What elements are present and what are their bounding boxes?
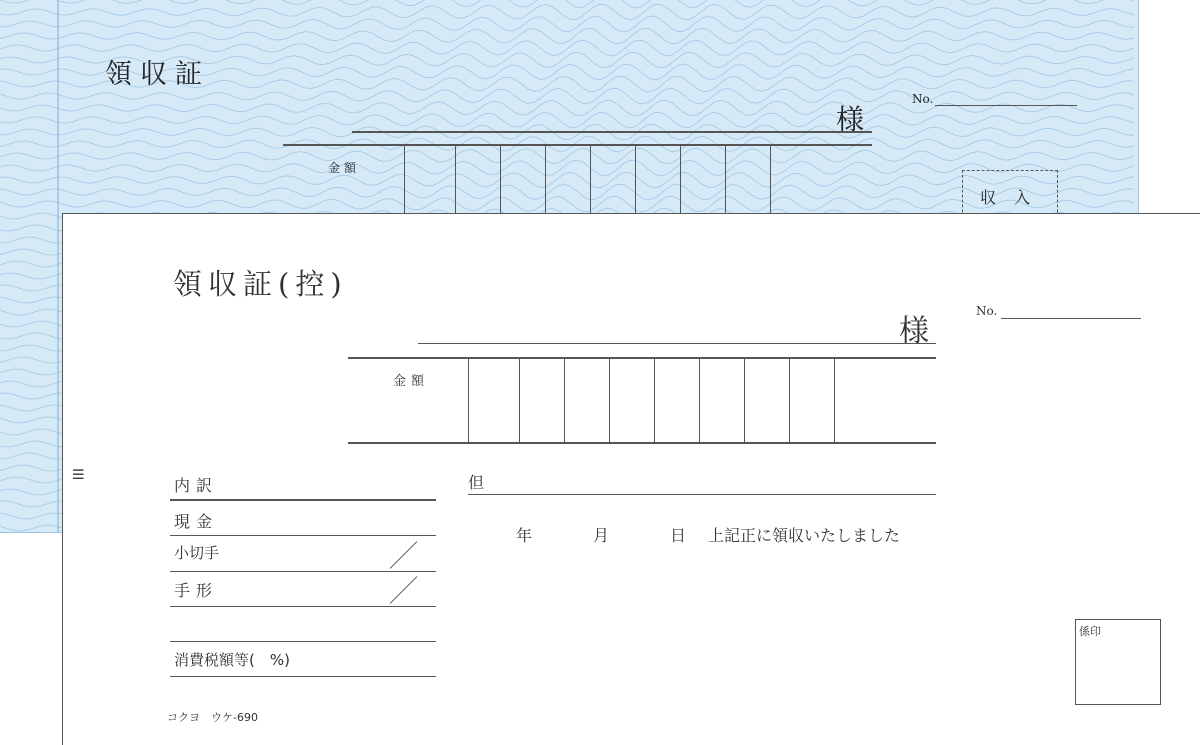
revenue-stamp-label: 収入 [980, 188, 1049, 207]
front-number-line[interactable] [1001, 318, 1141, 319]
check-slash-mark [390, 541, 418, 569]
front-addressee-line[interactable] [418, 343, 936, 344]
back-addressee-line [352, 131, 872, 133]
amount-cell-divider [519, 358, 520, 442]
amount-cell-divider [789, 358, 790, 442]
back-number-line [935, 105, 1077, 106]
breakdown-cash: 現金 [174, 512, 219, 531]
seal-label: 係印 [1079, 625, 1101, 638]
amount-cell-divider [468, 358, 469, 442]
pattern-wave [0, 4, 1134, 20]
back-honorific: 様 [836, 103, 865, 136]
proviso-line[interactable] [468, 494, 936, 495]
breakdown-rule [170, 676, 436, 677]
amount-cell-divider [834, 358, 835, 442]
front-number-label: No. [976, 304, 998, 318]
proviso-label: 但 [468, 473, 485, 492]
breakdown-tax: 消費税額等( %) [174, 651, 290, 669]
back-receipt-title: 領収証 [105, 59, 210, 90]
breakdown-rule [170, 606, 436, 607]
side-mark: III [69, 468, 85, 481]
product-code: コクヨ ウケ-690 [167, 711, 258, 724]
breakdown-rule [170, 535, 436, 536]
amount-cell-divider [654, 358, 655, 442]
breakdown-bill: 手形 [174, 581, 219, 600]
breakdown-rule [170, 571, 436, 572]
amount-cell-divider [744, 358, 745, 442]
date-month-label: 月 [593, 526, 610, 545]
front-amount-label: 金額 [393, 374, 430, 389]
pattern-wave [0, 28, 1134, 44]
front-receipt-sheet [62, 213, 1200, 745]
front-receipt-title: 領収証(控) [173, 267, 348, 301]
pattern-wave [0, 112, 1134, 128]
bill-slash-mark [390, 576, 418, 604]
amount-cell-divider [699, 358, 700, 442]
breakdown-rule [170, 641, 436, 642]
amount-cell-divider [564, 358, 565, 442]
breakdown-check: 小切手 [174, 544, 220, 562]
pattern-wave [0, 100, 1134, 116]
breakdown-header-rule [170, 499, 436, 501]
date-year-label: 年 [516, 526, 533, 545]
receipt-statement: 上記正に領収いたしました [708, 526, 901, 545]
breakdown-header: 内訳 [174, 476, 219, 495]
pattern-wave [0, 16, 1134, 32]
date-day-label: 日 [670, 526, 687, 545]
amount-bottom-rule [348, 442, 936, 444]
back-amount-label: 金額 [328, 161, 361, 175]
front-honorific: 様 [899, 314, 929, 349]
amount-top-rule [348, 357, 936, 359]
back-number-label: No. [912, 92, 934, 106]
amount-cell-divider [609, 358, 610, 442]
pattern-wave [0, 0, 1134, 8]
